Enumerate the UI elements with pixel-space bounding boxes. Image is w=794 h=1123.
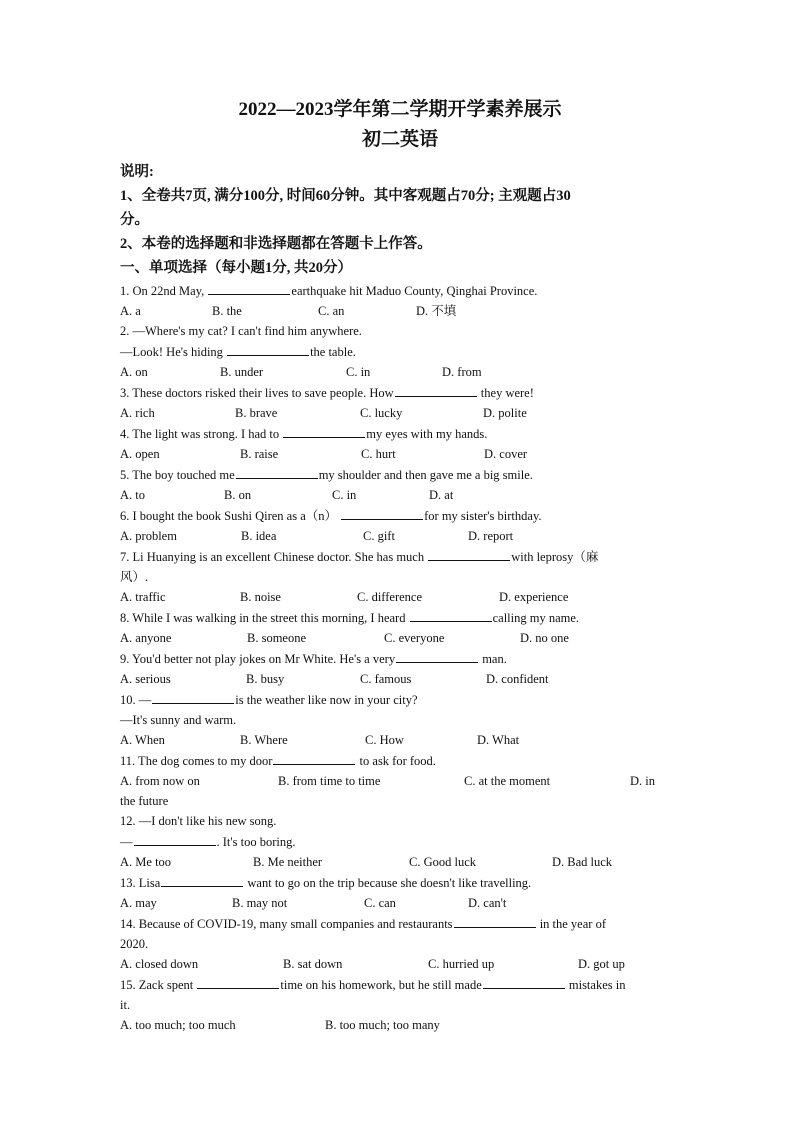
option-a: A. Me too xyxy=(120,855,172,869)
option-d: D. got up xyxy=(578,957,625,971)
section-heading: 一、单项选择（每小题1分, 共20分） xyxy=(120,260,352,276)
options-12 xyxy=(120,852,680,872)
question-12: 12. —I don't like his new song. — . It's too boring. xyxy=(120,814,296,849)
answer-blank xyxy=(454,913,536,928)
answer-blank xyxy=(341,505,423,520)
option-d-continued: the future xyxy=(120,794,169,808)
options-2 xyxy=(120,362,680,382)
option-c: C. hurried up xyxy=(428,957,495,971)
option-d: D. no one xyxy=(520,631,569,645)
option-d: D. 不填 xyxy=(416,304,457,318)
question-4: 4. The light was strong. I had to my eyes with my hands. xyxy=(120,423,680,444)
option-d: D. can't xyxy=(468,896,507,910)
option-b: B. from time to time xyxy=(278,774,381,788)
option-d: D. confident xyxy=(486,672,549,686)
option-d: D. in xyxy=(630,774,655,788)
answer-blank xyxy=(483,974,565,989)
option-d: D. report xyxy=(468,529,514,543)
option-a: A. open xyxy=(120,447,160,461)
options-3 xyxy=(120,403,680,423)
option-b: B. raise xyxy=(240,447,279,461)
question-11: 11. The dog comes to my door to ask for food. xyxy=(120,750,680,771)
options-11 xyxy=(120,771,680,791)
option-b: B. Where xyxy=(240,733,288,747)
option-d: D. What xyxy=(477,733,520,747)
option-b: B. the xyxy=(212,304,242,318)
option-a: A. too much; too much xyxy=(120,1018,236,1032)
options-15 xyxy=(120,1015,680,1035)
option-c: C. gift xyxy=(363,529,395,543)
notes-label: 说明: xyxy=(120,164,154,180)
question-8: 8. While I was walking in the street this morning, I heard calling my name. xyxy=(120,607,680,628)
answer-blank xyxy=(273,750,355,765)
option-c: C. difference xyxy=(357,590,423,604)
option-b: B. sat down xyxy=(283,957,343,971)
notes-item-2: 2、本卷的选择题和非选择题都在答题卡上作答。 xyxy=(120,236,432,252)
notes-item-1-cont: 分。 xyxy=(120,212,149,228)
question-6: 6. I bought the book Sushi Qiren as a（n） for my sister's birthday. xyxy=(120,505,680,526)
option-b: B. idea xyxy=(241,529,277,543)
options-1 xyxy=(120,301,680,321)
option-b: B. on xyxy=(224,488,252,502)
option-d: D. at xyxy=(429,488,454,502)
answer-blank xyxy=(283,423,365,438)
question-1: 1. On 22nd May, earthquake hit Maduo County, Qinghai Province. xyxy=(120,280,680,301)
question-13: 13. Lisa want to go on the trip because she doesn't like travelling. xyxy=(120,872,680,893)
option-d: D. experience xyxy=(499,590,569,604)
option-a: A. to xyxy=(120,488,145,502)
options-4 xyxy=(120,444,680,464)
option-c: C. everyone xyxy=(384,631,445,645)
answer-blank xyxy=(197,974,279,989)
answer-blank xyxy=(410,607,492,622)
option-c: C. at the moment xyxy=(464,774,551,788)
answer-blank xyxy=(227,341,309,356)
answer-blank xyxy=(396,648,478,663)
question-5: 5. The boy touched me my shoulder and then gave me a big smile. xyxy=(120,464,680,485)
option-c: C. lucky xyxy=(360,406,403,420)
answer-blank xyxy=(236,464,318,479)
options-8 xyxy=(120,628,680,648)
question-15: 15. Zack spent time on his homework, but he still made mistakes in it. xyxy=(120,974,680,1015)
options-6 xyxy=(120,526,680,546)
question-3: 3. These doctors risked their lives to save people. How they were! xyxy=(120,382,680,403)
option-c: C. an xyxy=(318,304,345,318)
option-c: C. in xyxy=(346,365,371,379)
option-a: A. anyone xyxy=(120,631,172,645)
answer-blank xyxy=(395,382,477,397)
question-7: 7. Li Huanying is an excellent Chinese doctor. She has much with leprosy（麻 风）. xyxy=(120,546,680,587)
option-a: A. problem xyxy=(120,529,177,543)
option-a: A. on xyxy=(120,365,148,379)
question-2: 2. —Where's my cat? I can't find him anywhere. —Look! He's hiding the table. xyxy=(120,324,362,359)
option-a: A. traffic xyxy=(120,590,166,604)
option-c: C. How xyxy=(365,733,404,747)
option-c: C. in xyxy=(332,488,357,502)
answer-blank xyxy=(161,872,243,887)
option-b: B. someone xyxy=(247,631,307,645)
question-14: 14. Because of COVID-19, many small companies and restaurants in the year of 2020. xyxy=(120,913,680,954)
option-b: B. Me neither xyxy=(253,855,323,869)
option-a: A. may xyxy=(120,896,157,910)
option-d: D. cover xyxy=(484,447,528,461)
option-a: A. serious xyxy=(120,672,171,686)
option-d: D. Bad luck xyxy=(552,855,613,869)
answer-blank xyxy=(428,546,510,561)
option-c: C. Good luck xyxy=(409,855,477,869)
option-b: B. brave xyxy=(235,406,278,420)
option-c: C. famous xyxy=(360,672,412,686)
question-10: 10. — is the weather like now in your city? —It's sunny and warm. xyxy=(120,689,680,730)
option-d: D. from xyxy=(442,365,482,379)
page-subtitle: 初二英语 xyxy=(361,129,438,150)
answer-blank xyxy=(152,689,234,704)
answer-blank xyxy=(134,831,216,846)
option-c: C. can xyxy=(364,896,396,910)
options-14 xyxy=(120,954,680,974)
option-b: B. noise xyxy=(240,590,281,604)
options-10 xyxy=(120,730,680,750)
options-5 xyxy=(120,485,680,505)
options-9 xyxy=(120,669,680,689)
option-a: A. rich xyxy=(120,406,155,420)
option-b: B. under xyxy=(220,365,264,379)
page-title: 2022—2023学年第二学期开学素养展示 xyxy=(238,99,562,120)
option-a: A. a xyxy=(120,304,141,318)
option-a: A. from now on xyxy=(120,774,200,788)
option-c: C. hurt xyxy=(361,447,396,461)
answer-blank xyxy=(208,280,290,295)
exam-page xyxy=(120,96,680,1035)
option-d: D. polite xyxy=(483,406,527,420)
option-a: A. closed down xyxy=(120,957,199,971)
option-b: B. too much; too many xyxy=(325,1018,440,1032)
option-b: B. may not xyxy=(232,896,288,910)
options-7 xyxy=(120,587,680,607)
notes-item-1: 1、全卷共7页, 满分100分, 时间60分钟。其中客观题占70分; 主观题占30 xyxy=(120,188,571,204)
options-13 xyxy=(120,893,680,913)
option-b: B. busy xyxy=(246,672,285,686)
option-a: A. When xyxy=(120,733,165,747)
question-9: 9. You'd better not play jokes on Mr White. He's a very man. xyxy=(120,648,680,669)
